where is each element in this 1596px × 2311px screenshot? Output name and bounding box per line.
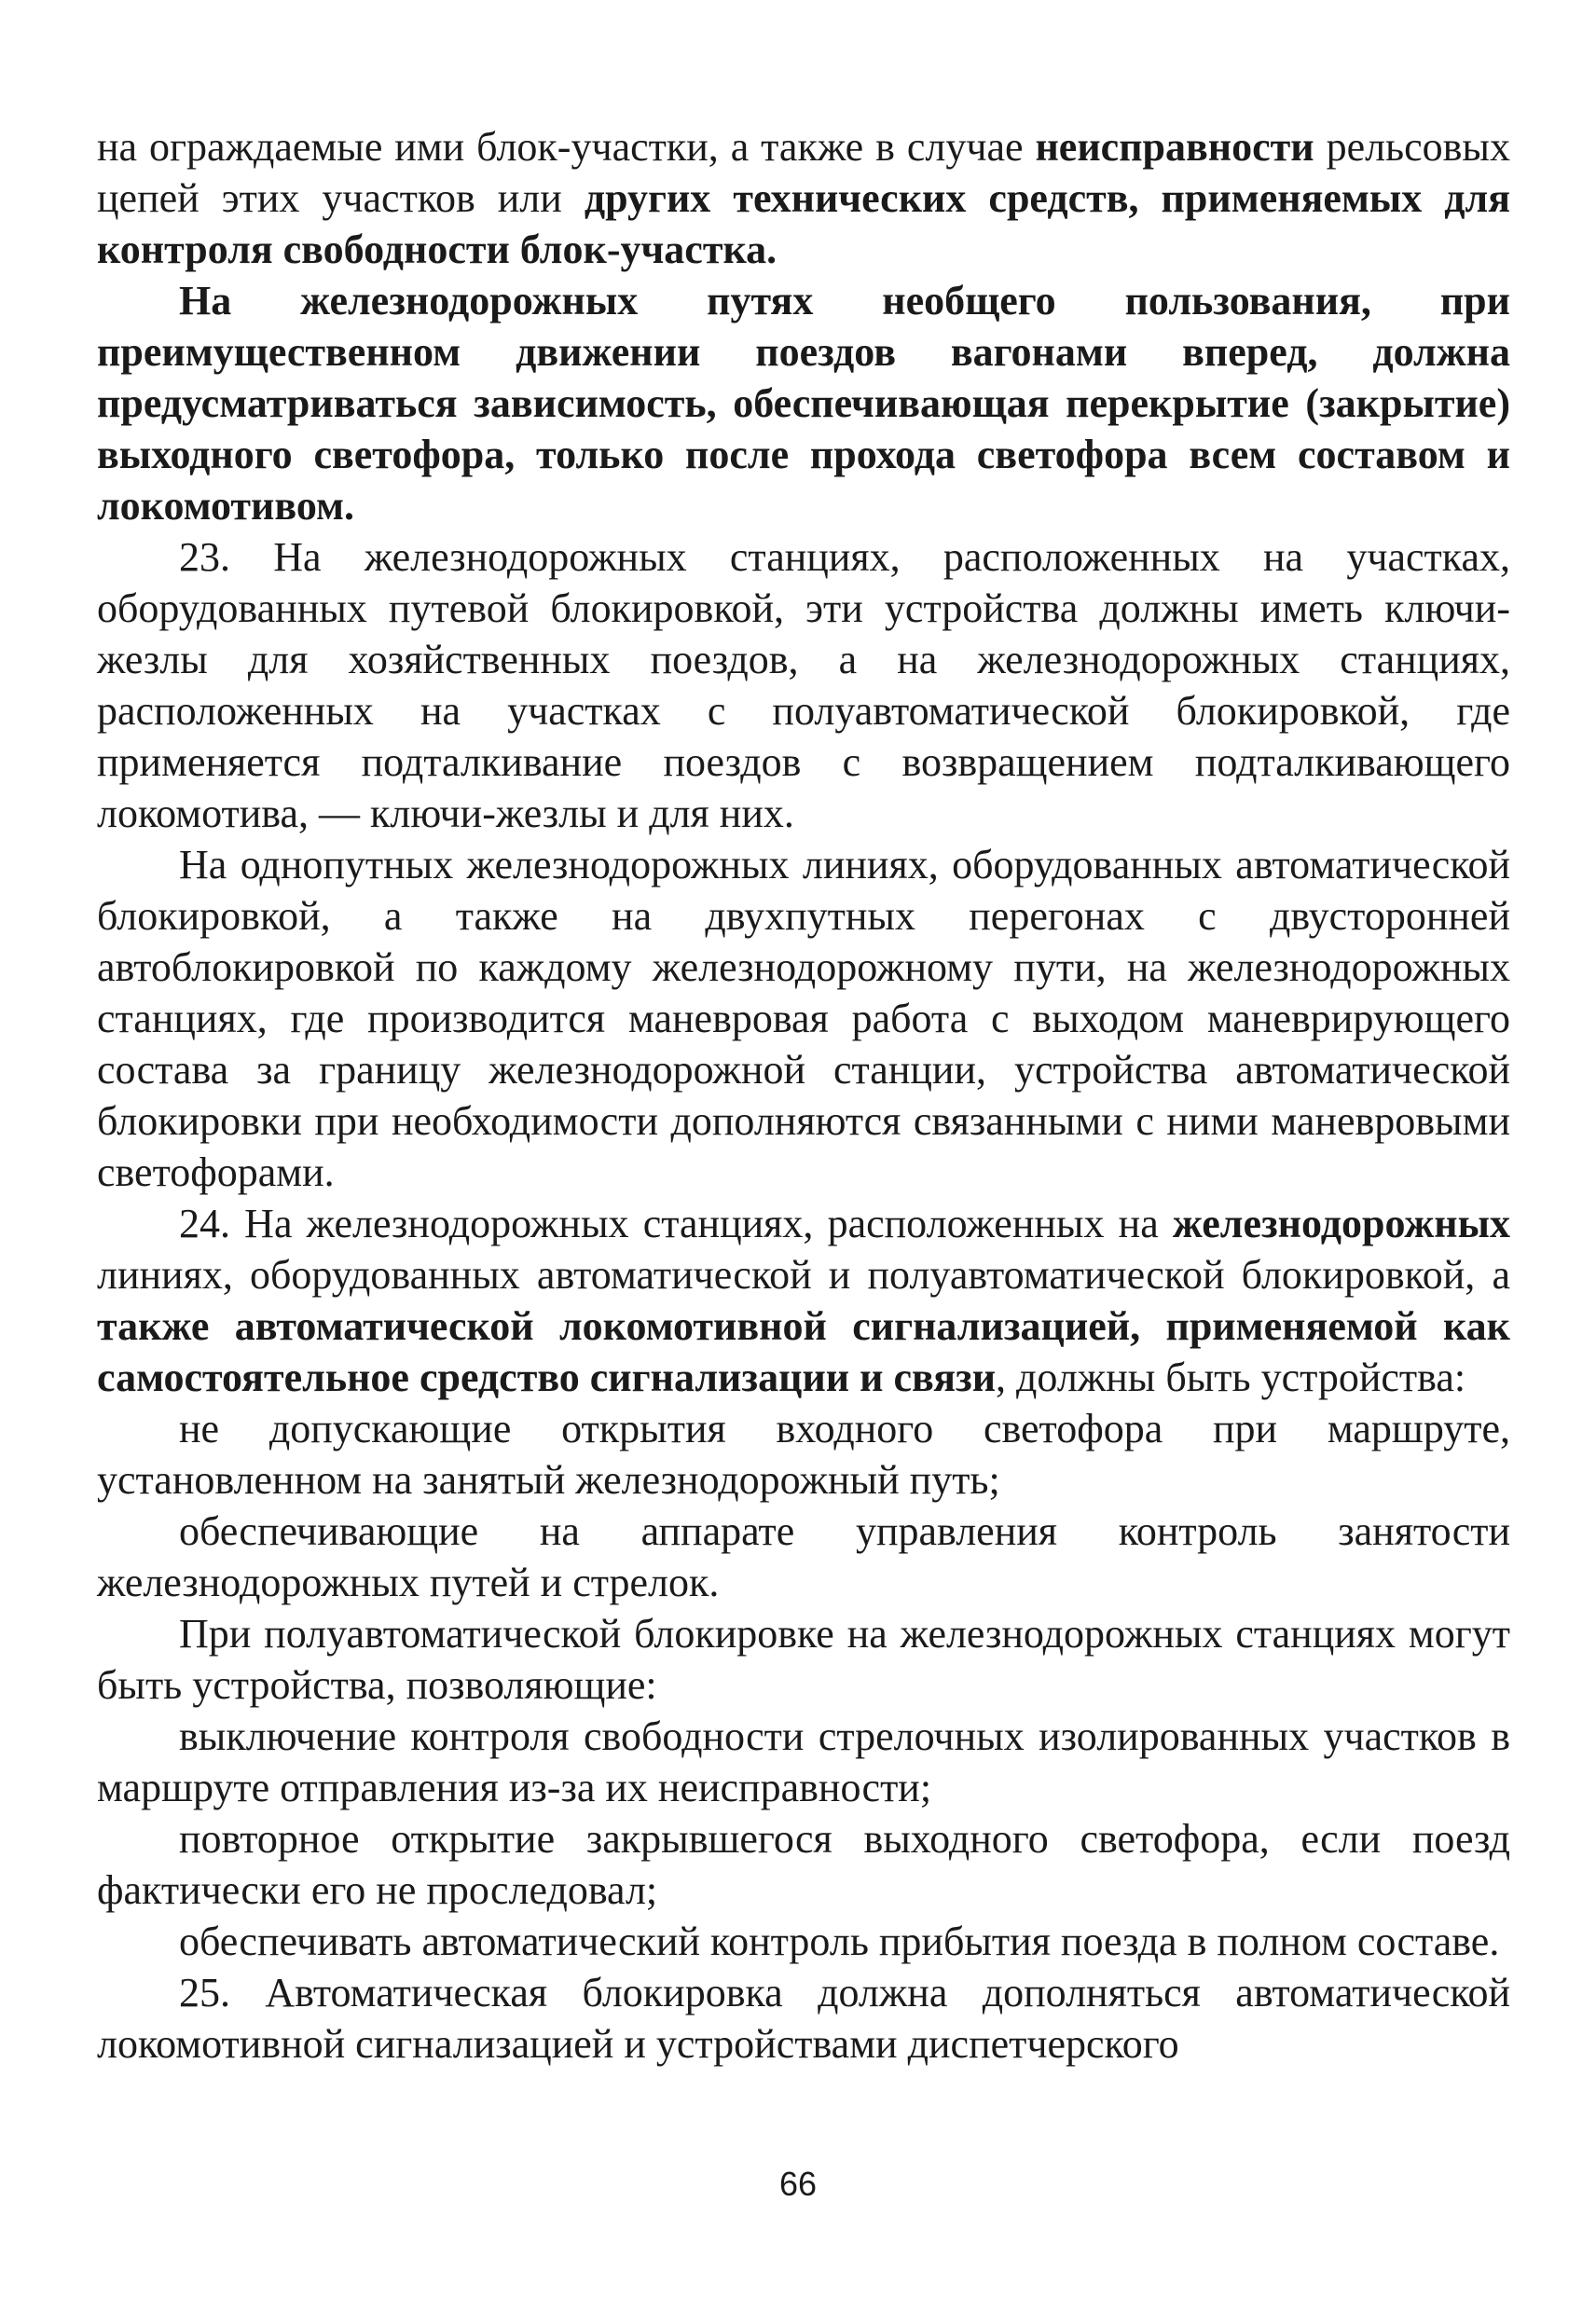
p1-run-1: на ограждаемые ими блок-участки, а также в случае	[97, 124, 1036, 170]
p5-run-2: железнодорожных	[1172, 1201, 1510, 1246]
paragraph-9	[97, 1711, 1510, 1813]
p1-run-3: рельсовых цепей этих участков или	[97, 124, 1510, 221]
paragraph-2	[97, 275, 1510, 531]
page-body	[97, 121, 1510, 2070]
paragraph-6	[97, 1403, 1510, 1506]
p12-run-1: 25. Автоматическая блокировка должна дополняться автоматической локомотивной сигнализацией и устройствами диспетчерского	[97, 1970, 1510, 2067]
paragraph-12	[97, 1967, 1510, 2070]
p9-run-1: выключение контроля свободности стрелочных изолированных участков в маршруте отправления из-за их неисправности;	[97, 1713, 1510, 1810]
p11-run-1: обеспечивать автоматический контроль прибытия поезда в полном составе.	[179, 1919, 1500, 1964]
p5-run-5: , должны быть устройства:	[996, 1355, 1466, 1400]
p1-run-2: неисправности	[1035, 124, 1314, 170]
p5-run-1: 24. На железнодорожных станциях, расположенных на	[179, 1201, 1173, 1246]
paragraph-8	[97, 1608, 1510, 1711]
paragraph-7	[97, 1506, 1510, 1608]
paragraph-4	[97, 839, 1510, 1198]
paragraph-3	[97, 531, 1510, 839]
paragraph-11	[97, 1916, 1510, 1967]
p5-run-3: линиях, оборудованных автоматической и полуавтоматической блокировкой, а	[97, 1252, 1510, 1298]
p7-run-1: обеспечивающие на аппарате управления контроль занятости железнодорожных путей и стрелок.	[97, 1508, 1510, 1605]
p8-run-1: При полуавтоматической блокировке на железнодорожных станциях могут быть устройства, позволяющие:	[97, 1611, 1510, 1708]
p2-run-1: На железнодорожных путях необщего пользования, при преимущественном движении поездов вагонами вперед, должна предусматриваться зависимость, обеспечивающая перекрытие (закрытие) выходного светофора, только после прохода светофора всем составом и локомотивом.	[97, 278, 1510, 529]
p1-run-4: других технических средств, применяемых для контроля свободности блок-участка.	[97, 175, 1510, 272]
paragraph-5	[97, 1198, 1510, 1403]
p10-run-1: повторное открытие закрывшегося выходного светофора, если поезд фактически его не проследовал;	[97, 1816, 1510, 1913]
paragraph-1	[97, 121, 1510, 275]
paragraph-10	[97, 1813, 1510, 1916]
p4-run-1: На однопутных железнодорожных линиях, оборудованных автоматической блокировкой, а также на двухпутных перегонах с двусторонней автоблокировкой по каждому железнодорожному пути, на железнодорожных станциях, где производится маневровая работа с выходом маневрирующего состава за границу железнодорожной станции, устройства автоматической блокировки при необходимости дополняются связанными с ними маневровыми светофорами.	[97, 842, 1510, 1195]
p6-run-1: не допускающие открытия входного светофора при маршруте, установленном на занятый железнодорожный путь;	[97, 1406, 1510, 1503]
page-number: 66	[778, 2165, 818, 2203]
p5-run-4: также автоматической локомотивной сигнализацией, применяемой как самостоятельное средство сигнализации и связи	[97, 1303, 1510, 1400]
p3-run-1: 23. На железнодорожных станциях, расположенных на участках, оборудованных путевой блокировкой, эти устройства должны иметь ключи-жезлы для хозяйственных поездов, а на железнодорожных станциях, расположенных на участках с полуавтоматической блокировкой, где применяется подталкивание поездов с возвращением подталкивающего локомотива, — ключи-жезлы и для них.	[97, 534, 1510, 836]
